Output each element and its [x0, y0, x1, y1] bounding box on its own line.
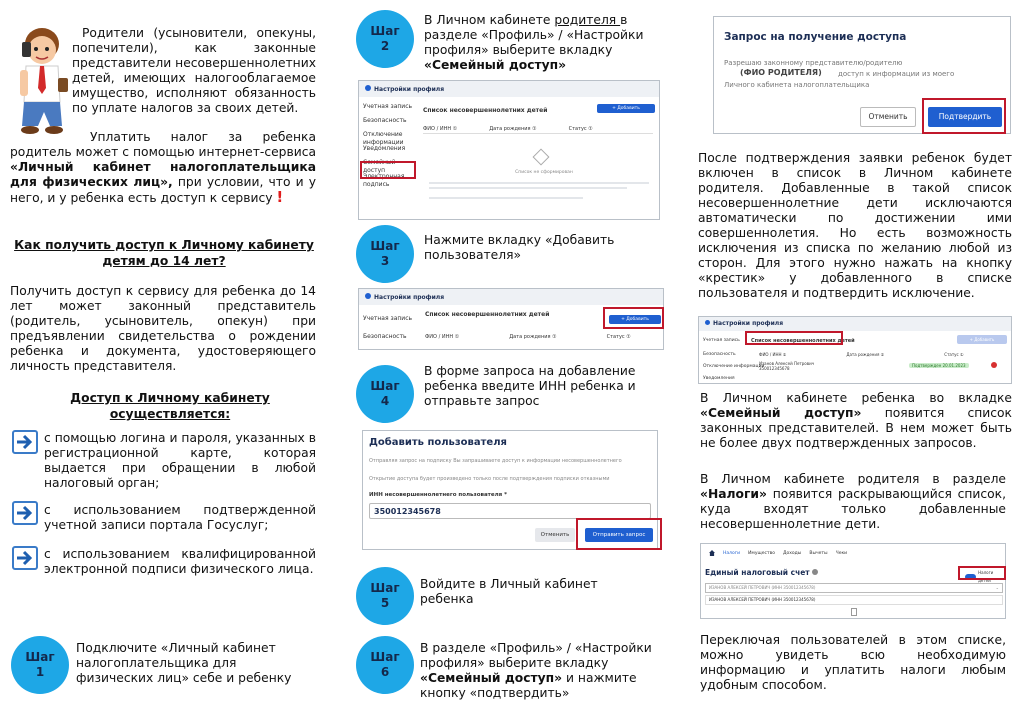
step2-text-b: в разделе «Профиль» / «Настройки профиля» выберите вкладку [424, 13, 644, 57]
inn-input[interactable] [369, 503, 651, 519]
row-name: Изанов Алексей Петрович [759, 361, 815, 366]
screenshot-children-list [698, 316, 1012, 384]
step-label: Шаг [370, 24, 400, 38]
intro2-text-a: Уплатить налог за ребенка родитель может с помощью интернет-сервиса [10, 130, 316, 159]
screenshot-profile-settings [358, 80, 660, 220]
para3-text-b: появится раскрывающийся список, куда входят только добавленные несовершеннолетние дети. [700, 487, 1006, 531]
settings-title: Настройки профиля [374, 86, 445, 93]
col-header: Статус ① [606, 334, 631, 340]
nav-item[interactable]: Чеки [835, 551, 848, 556]
step-number: 1 [35, 665, 45, 679]
section-title: Список несовершеннолетних детей [425, 311, 550, 318]
form-note-2: Открытие доступа будет произведено только после подтверждения подписки отказными [369, 476, 610, 482]
empty-state-text: Список не сформирован [515, 170, 573, 175]
table-header [423, 125, 653, 134]
settings-icon [365, 85, 371, 91]
step-number: 3 [380, 254, 390, 268]
heading-access-methods: Доступ к Личному кабинету осуществляется: [70, 391, 270, 421]
menu-item[interactable]: Безопасность [703, 352, 736, 357]
para3-taxes: «Налоги» [700, 487, 767, 501]
menu-item[interactable]: Уведомления [363, 145, 406, 152]
row-inn: 350012345678 [759, 366, 790, 371]
nav-item[interactable]: Вычеты [809, 551, 828, 556]
section-title: Список несовершеннолетних детей [751, 338, 855, 344]
step-number: 2 [380, 39, 390, 53]
form-title: Добавить пользователя [369, 437, 507, 448]
highlight-confirm-button [922, 98, 1006, 134]
bullet-arrow-icon-3 [12, 546, 38, 570]
request-line-3: Личного кабинета налогоплательщика [724, 81, 870, 89]
intro2-text-c: при условии, что и у него, и у ребенка есть доступ к сервису [10, 175, 316, 205]
table-header [759, 351, 999, 359]
cancel-button[interactable]: Отменить [860, 107, 916, 127]
dropdown-option[interactable]: ИЗАНОВ АЛЕКСЕЙ ПЕТРОВИЧ (ИНН 350012345678) [705, 595, 1003, 605]
step2-family-access: «Семейный доступ» [424, 58, 567, 72]
step-5-text: Войдите в Личный кабинет ребенка [420, 577, 598, 606]
bullet-arrow-icon-1 [12, 430, 38, 454]
row-status: Подтвержден 20.01.2023 [909, 363, 969, 368]
highlight-children-list-tab [745, 331, 843, 345]
highlight-family-access-tab [360, 161, 416, 179]
para2-text-b: появится список законных представителей. В нем может быть не более двух подтвержденных запросов. [700, 406, 1012, 450]
step-label: Шаг [370, 239, 400, 253]
menu-item[interactable]: Учетная запись [703, 338, 740, 343]
step-label: Шаг [370, 650, 400, 664]
empty-state-icon [533, 149, 550, 166]
send-request-button[interactable]: Отправить запрос [585, 528, 653, 542]
menu-item[interactable]: Безопасность [363, 333, 407, 340]
step-label: Шаг [370, 379, 400, 393]
inn-value: 350012345678 [374, 507, 441, 516]
child-cabinet-paragraph [700, 391, 1012, 451]
single-tax-account-title [705, 568, 818, 577]
step6-text-b: и нажмите кнопку «подтвердить» [420, 671, 637, 700]
settings-title: Настройки профиля [374, 294, 445, 301]
step-6-badge [356, 636, 414, 694]
request-line-2: доступ к информации из моего [838, 70, 955, 78]
tax-account-title: Единый налоговый счет [705, 568, 810, 577]
home-icon[interactable] [709, 550, 715, 556]
info-icon [812, 569, 818, 575]
heading-access-under-14: Как получить доступ к Личному кабинету детям до 14 лет? [14, 238, 314, 268]
step-4-text: В форме запроса на добавление ребенка введите ИНН ребенка и отправьте запрос [424, 364, 636, 408]
placeholder-lines [429, 179, 649, 207]
menu-item[interactable]: Уведомления [703, 376, 735, 381]
access-paragraph: Получить доступ к сервису для ребенка до 14 лет может законный представитель (родитель, усыновитель, опекун) при предъявлении свидетельства о рождении ребенка и документа, удостоверяющего личность представителя. [10, 284, 316, 373]
col-header: Статус ① [568, 126, 593, 132]
settings-title: Настройки профиля [713, 320, 784, 327]
inn-field-label: ИНН несовершеннолетнего пользователя * [369, 492, 507, 498]
select-value: ИЗАНОВ АЛЕКСЕЙ ПЕТРОВИЧ (ИНН 350012345678) [709, 585, 816, 590]
bullet-login-password: с помощью логина и пароля, указанных в регистрационной карте, которая выдается при обращении в любой налоговый орган; [44, 431, 316, 490]
menu-item[interactable]: Учетная запись [363, 103, 413, 110]
user-select[interactable] [705, 583, 1003, 593]
top-nav [709, 550, 847, 558]
col-header: Статус ① [944, 352, 964, 357]
step-1-text: Подключите «Личный кабинет налогоплательщика для физических лиц» себе и ребенку [76, 641, 292, 685]
step6-family-access: «Семейный доступ» [420, 671, 563, 685]
switch-users-paragraph: Переключая пользователей в этом списке, можно увидеть всю необходимую информацию и уплатить налоги любым удобным способом. [700, 633, 1006, 692]
step-3-text: Нажмите вкладку «Добавить пользователя» [424, 233, 615, 262]
step-3-badge [356, 225, 414, 283]
step-number: 6 [380, 665, 390, 679]
step-6-text [420, 641, 664, 701]
cancel-button[interactable]: Отменить [535, 528, 575, 542]
add-user-button[interactable]: + Добавить пользователя [609, 315, 661, 324]
settings-header [359, 81, 659, 97]
download-icon[interactable] [851, 608, 857, 616]
boy-illustration [8, 22, 72, 140]
highlight-send-button [576, 518, 662, 550]
screenshot-taxes-dropdown [700, 543, 1006, 619]
step-label: Шаг [370, 581, 400, 595]
request-title: Запрос на получение доступа [724, 31, 907, 43]
service-name: «Личный кабинет налогоплательщика для физических лиц», [10, 160, 316, 189]
highlight-add-user-button [603, 307, 664, 329]
nav-item[interactable]: Имущество [748, 551, 775, 556]
step6-text-a: В разделе «Профиль» / «Настройки профиля» выберите вкладку [420, 641, 652, 670]
menu-item[interactable]: Учетная запись [363, 315, 413, 322]
add-user-button[interactable]: + Добавить пользователя [957, 335, 1007, 344]
table-row [759, 361, 1009, 373]
col-header: ФИО / ИНН ① [423, 126, 458, 132]
parent-name: (ФИО РОДИТЕЛЯ) [740, 68, 822, 77]
para2-family-access: «Семейный доступ» [700, 406, 862, 420]
nav-item[interactable]: Доходы [783, 551, 802, 556]
col-header: Дата рождения ① [489, 126, 537, 132]
menu-item[interactable]: Отключение информации [703, 364, 765, 369]
step-number: 4 [380, 394, 390, 408]
bullet-electronic-signature: с использованием квалифицированной электронной подписи физического лица. [44, 547, 316, 576]
step-2-text [424, 13, 664, 73]
bullet-arrow-icon-2 [12, 501, 38, 525]
para2-text-a: В Личном кабинете ребенка во вкладке [700, 391, 1012, 405]
table-header [425, 333, 655, 341]
confirmation-paragraph: После подтверждения заявки ребенок будет включен в список в Личном кабинете родителя. Добавленные в такой список несовершеннолетние дети исключаются автоматически по достижении ими совершеннолетия. Но есть возможность исключения из списка по желанию любой из сторон. Для этого нужно нажать на кнопку «крестик» у добавленного в списке пользователя и подтвердить исключение. [698, 151, 1012, 300]
step-number: 5 [380, 596, 390, 610]
menu-item-family-access[interactable]: Семейный доступ [363, 159, 396, 174]
col-header: ФИО / ИНН ① [759, 352, 787, 357]
exclamation-mark: ! [276, 188, 284, 206]
menu-item[interactable]: Электронная подпись [363, 173, 405, 188]
step-label: Шаг [25, 650, 55, 664]
step2-underlined: родителя [554, 13, 621, 27]
menu-item[interactable]: Отключение информации [363, 131, 404, 146]
para3-text-a: В Личном кабинете родителя в разделе [700, 472, 1006, 486]
col-header: Дата рождения ① [509, 334, 557, 340]
remove-user-icon[interactable] [991, 362, 997, 368]
parent-taxes-paragraph [700, 472, 1006, 532]
add-user-button[interactable]: + Добавить пользователя [597, 104, 655, 113]
step2-text-a: В Личном кабинете [424, 13, 555, 27]
toggle-label: Налоги детей [978, 570, 994, 583]
step-1-badge [11, 636, 69, 694]
settings-icon [365, 293, 371, 299]
nav-item-taxes[interactable]: Налоги [723, 551, 741, 556]
confirm-button[interactable]: Подтвердить [928, 107, 1002, 127]
menu-item[interactable]: Безопасность [363, 117, 407, 124]
request-line-1: Разрешаю законному представителю/родителю [724, 59, 903, 67]
step-5-badge [356, 567, 414, 625]
col-header: ФИО / ИНН ① [425, 334, 460, 340]
form-note-1: Отправляя запрос на подписку Вы запрашиваете доступ к информации несовершеннолетнего [369, 458, 622, 464]
settings-header [699, 317, 1011, 331]
chevron-down-icon: ⌄ [995, 585, 999, 590]
step-4-badge [356, 365, 414, 423]
col-header: Дата рождения ① [846, 352, 885, 357]
settings-header [359, 289, 663, 305]
bullet-gosuslugi: с использованием подтвержденной учетной записи портала Госуслуг; [44, 503, 316, 532]
highlight-children-toggle [958, 566, 1006, 580]
section-title: Список несовершеннолетних детей [423, 107, 548, 114]
settings-icon [705, 320, 710, 325]
step-2-badge [356, 10, 414, 68]
intro-paragraph: Родители (усыновители, опекуны, попечители), как законные представители несовершеннолетних детей, имеющих налогооблагаемое имущество, исполняют обязанность по уплате налогов за своих детей. [72, 26, 316, 115]
intro-paragraph-2 [10, 130, 316, 206]
